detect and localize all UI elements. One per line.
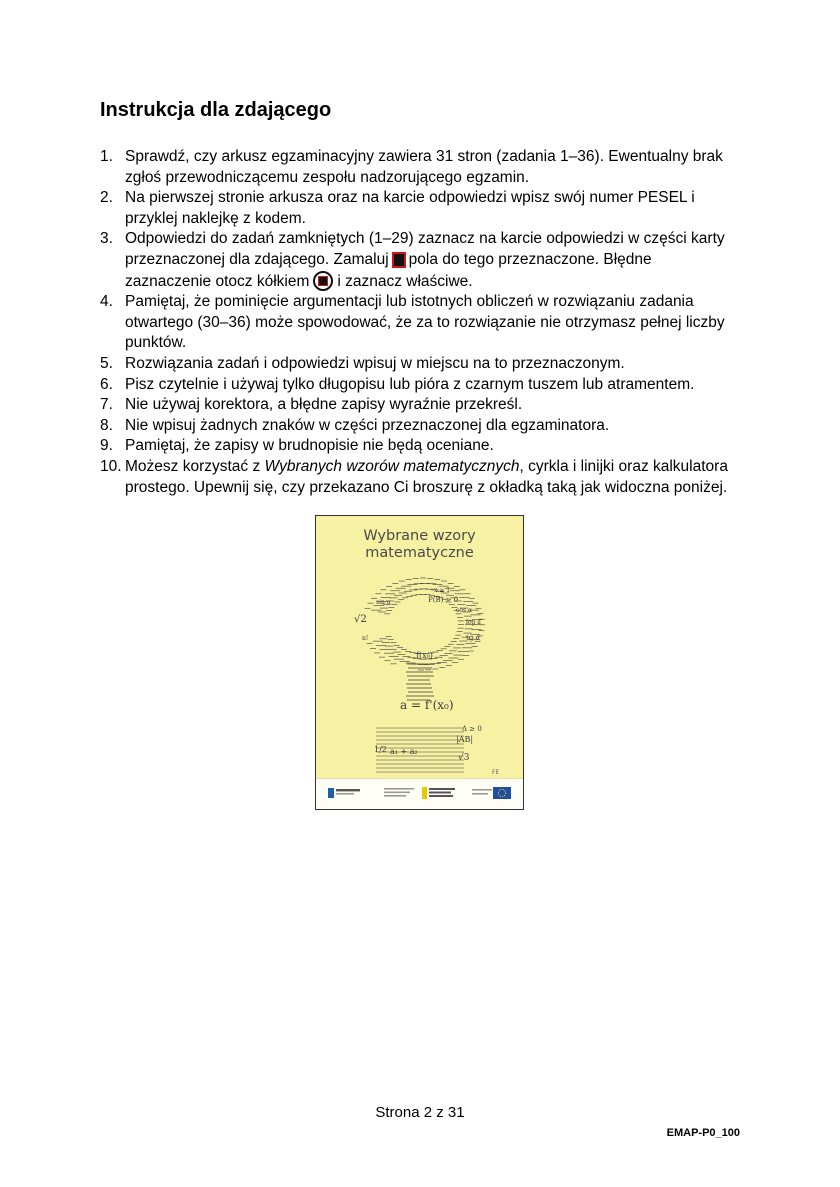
instruction-number: 1. [100, 148, 113, 165]
instruction-item [100, 292, 740, 354]
formula-text: a = f'(x₀) [400, 698, 454, 712]
instruction-text: pola do tego przeznaczone. Błędne zaznaczenie otocz kółkiem [125, 250, 652, 290]
booklet-title-line-2: matematyczne [365, 545, 474, 561]
filled-answer-box-icon [392, 252, 406, 268]
eu-flag-logo [472, 787, 511, 799]
circled-answer-box-icon [313, 271, 333, 291]
instruction-text: Pamiętaj, że pominięcie argumentacji lub istotnych obliczeń w rozwiązaniu zadania otwartego (30–36) może spowodować, że za to rozwiązanie nie otrzymasz pełnej liczby punktów. [125, 293, 725, 352]
formula-text: x ≥ 1 [434, 587, 451, 594]
instruction-number: 3. [100, 230, 113, 248]
instruction-number: 9. [100, 437, 113, 455]
instruction-text: , cyrkla i linijki oraz kalkulatora prostego. Upewnij się, czy przekazano Ci broszurę z okładką taką jak widoczna poniżej. [125, 457, 728, 496]
exam-code: EMAP-P0_100 [666, 1127, 740, 1139]
formula-text: sin α [376, 599, 391, 606]
instruction-text: Odpowiedzi do zadań zamkniętych (1–29) zaznacz na karcie odpowiedzi w części karty przeznaczonej dla zdającego. Zamaluj [125, 230, 725, 268]
instruction-number: 7. [100, 396, 113, 414]
formula-text: f(x₀) [416, 651, 433, 660]
instruction-item [100, 457, 740, 498]
instruction-text: Pamiętaj, że zapisy w brudnopisie nie będą oceniane. [125, 437, 494, 455]
cke-logo [384, 788, 414, 797]
instruction-text: Nie używaj korektora, a błędne zapisy wyraźnie przekreśl. [125, 396, 523, 414]
instruction-item [100, 375, 740, 396]
formula-text: cos α [456, 607, 473, 614]
instruction-item [100, 147, 740, 188]
instruction-number: 2. [100, 189, 113, 207]
instruction-text: Rozwiązania zadań i odpowiedzi wpisuj w miejscu na to przeznaczonym. [125, 354, 625, 372]
formula-text: Δ ≥ 0 [462, 725, 482, 733]
formula-text: tg α [466, 634, 481, 642]
formula-text: √3 [458, 753, 470, 763]
fundusze-europejskie-logo [328, 788, 360, 798]
page-title: Instrukcja dla zdającego [100, 99, 332, 121]
instruction-text: Pisz czytelnie i używaj tylko długopisu lub pióra z czarnym tuszem lub atramentem. [125, 375, 695, 393]
formula-text: log a [466, 619, 481, 626]
booklet-title-reference: Wybranych wzorów matematycznych [264, 457, 520, 475]
formula-text: P(B) > 0 [428, 596, 459, 604]
instruction-text: Na pierwszej stronie arkusza oraz na karcie odpowiedzi wpisz swój numer PESEL i przyklej naklejkę z kodem. [125, 189, 695, 227]
instruction-item [100, 416, 740, 437]
instruction-number: 4. [100, 293, 113, 311]
instruction-item [100, 354, 740, 375]
formula-booklet-cover [315, 515, 524, 810]
instruction-text: Możesz korzystać z [125, 457, 265, 475]
formula-text: a₁ + a₂ [390, 747, 418, 756]
booklet-title [316, 528, 523, 562]
instruction-item [100, 395, 740, 416]
instruction-number: 6. [100, 375, 113, 393]
cover-footer [316, 778, 523, 809]
page-number: Strona 2 z 31 [375, 1104, 465, 1121]
formula-text: |AB| [456, 735, 474, 744]
instruction-item [100, 229, 740, 292]
formula-text: 1/2 [374, 745, 387, 754]
cover-badge: FE [492, 769, 500, 776]
instruction-item [100, 436, 740, 457]
booklet-title-line-1: Wybrane wzory [363, 528, 476, 544]
cover-footer-logos [316, 779, 523, 809]
instruction-text: Nie wpisuj żadnych znaków w części przeznaczonej dla egzaminatora. [125, 416, 610, 434]
regional-program-logo [422, 787, 455, 799]
formula-text: √2 [354, 614, 367, 625]
instruction-text: Sprawdź, czy arkusz egzaminacyjny zawiera 31 stron (zadania 1–36). Ewentualny brak zgłoś przewodniczącemu zespołu nadzorującego egzamin. [125, 148, 723, 186]
formula-text: n! [362, 635, 369, 642]
instruction-text: i zaznacz właściwe. [337, 272, 473, 290]
instruction-number: 10. [100, 457, 122, 475]
instruction-number: 5. [100, 354, 113, 372]
instruction-item [100, 188, 740, 229]
instruction-number: 8. [100, 416, 113, 434]
instruction-list [100, 147, 740, 498]
